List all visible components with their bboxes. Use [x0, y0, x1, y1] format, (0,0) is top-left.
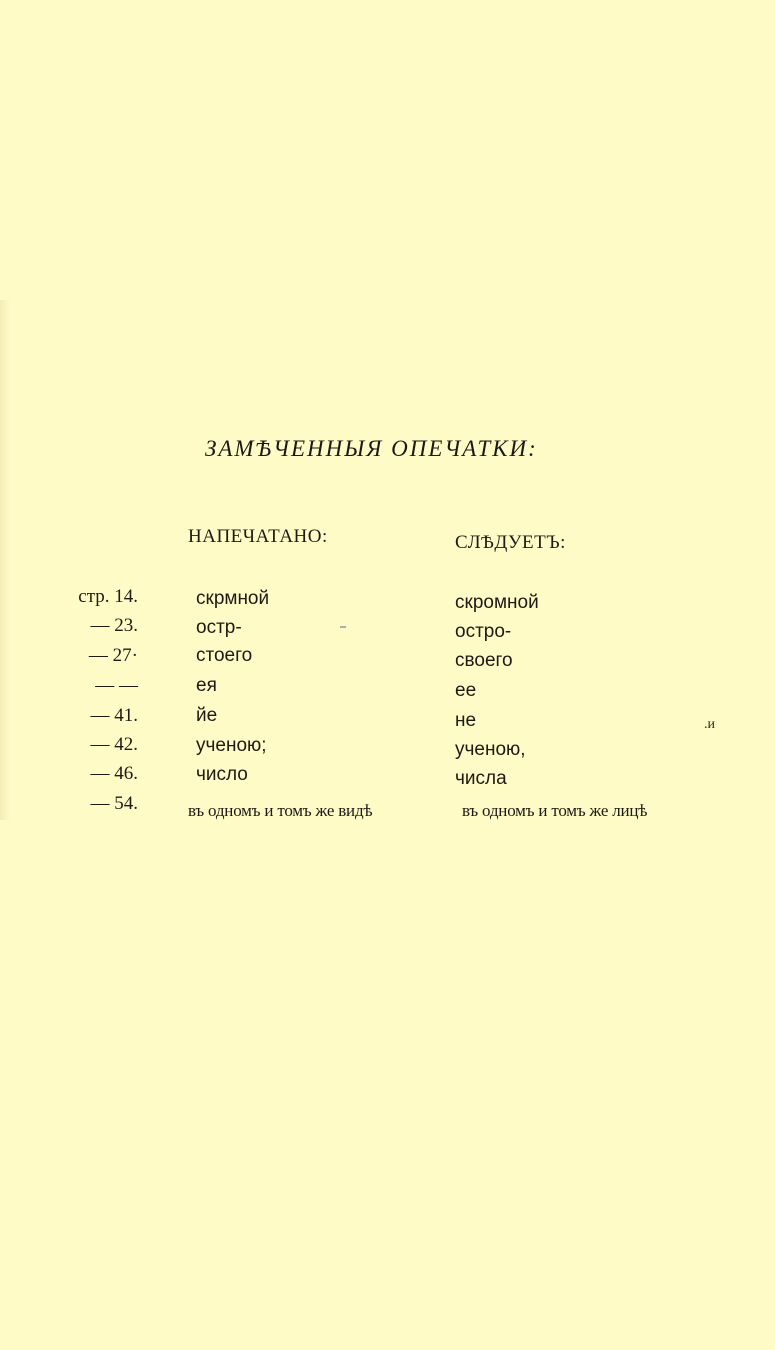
page-reference: — 23.	[90, 615, 138, 636]
page-reference: — 41.	[90, 705, 138, 726]
errata-row	[0, 645, 775, 675]
page-reference: — 54.	[90, 793, 138, 814]
errata-row	[0, 763, 775, 793]
page-reference: стр. 14.	[78, 586, 138, 607]
page-reference: — 46.	[90, 763, 138, 784]
correct-value: остро-	[455, 621, 512, 642]
page-reference: — 27·	[88, 645, 138, 666]
errata-row	[0, 615, 775, 645]
printed-value: йе	[196, 705, 218, 726]
errata-row	[0, 793, 775, 823]
printed-value: въ одномъ и томъ же видѣ	[188, 801, 373, 820]
errata-row	[0, 586, 775, 616]
ink-speck	[340, 626, 346, 628]
errata-row	[0, 734, 775, 764]
printed-column-header: НАПЕЧАТАНО:	[188, 526, 328, 547]
printed-value: число	[196, 764, 248, 785]
correct-value: своего	[455, 650, 513, 671]
errata-row	[0, 675, 775, 705]
printed-value: скрмной	[196, 588, 270, 609]
errata-row	[0, 705, 775, 735]
correct-value: не	[455, 710, 477, 731]
correct-value: въ одномъ и томъ же лицѣ	[462, 801, 648, 820]
margin-mark: .и	[704, 717, 715, 732]
correct-value: скромной	[455, 592, 539, 613]
printed-value: ея	[196, 675, 217, 696]
printed-value: ученою;	[196, 735, 267, 756]
errata-title: ЗАМѢЧЕННЫЯ ОПЕЧАТКИ:	[205, 436, 538, 461]
correct-column-header: СЛѢДУЕТЪ:	[455, 532, 566, 553]
printed-value: остр-	[196, 617, 242, 638]
correct-value: ее	[455, 680, 477, 701]
correct-value: числа	[455, 768, 507, 789]
printed-value: стоего	[196, 645, 253, 666]
correct-value: ученою,	[455, 739, 526, 760]
page-reference: — —	[95, 675, 138, 696]
page-reference: — 42.	[90, 734, 138, 755]
